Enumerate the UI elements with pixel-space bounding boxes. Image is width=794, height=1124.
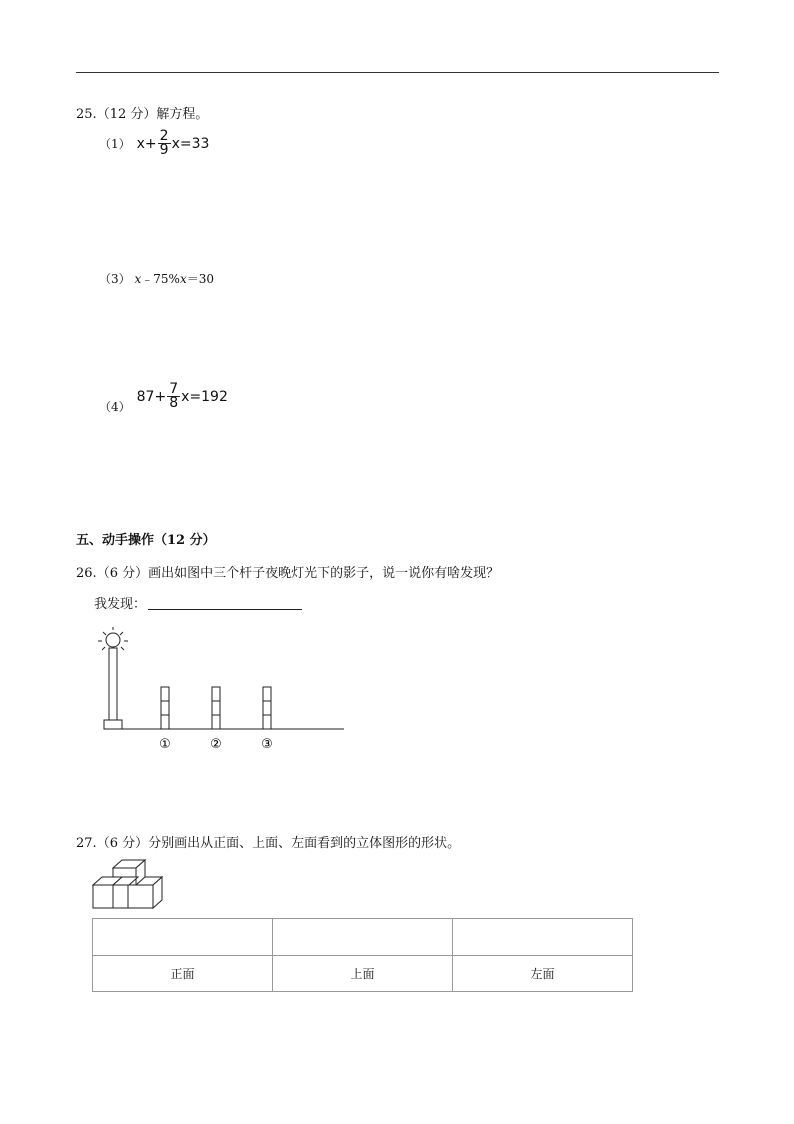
- q27-text: 分别画出从正面、上面、左面看到的立体图形的形状。: [148, 836, 461, 851]
- q25-part4-post: x=192: [181, 388, 228, 405]
- q25-part1-post: x=33: [171, 135, 210, 152]
- left-view-cell[interactable]: [453, 919, 633, 956]
- q26-finding-label: 我发现：: [94, 597, 147, 612]
- top-view-cell[interactable]: [273, 919, 453, 956]
- views-table: [92, 918, 633, 992]
- q25-part4-denominator: 8: [169, 395, 179, 411]
- q25-part3-mid: ﹣75%: [141, 272, 180, 286]
- q25-title: 解方程。: [156, 107, 209, 122]
- q25-part3-x1: x: [134, 272, 142, 286]
- q25-part3-x2: x: [179, 272, 187, 286]
- pole-2-label: ②: [210, 737, 222, 752]
- pole-2: [212, 687, 220, 729]
- q27-number: 27.: [76, 836, 97, 851]
- q26-points: （6 分）: [96, 566, 149, 581]
- q25-points: （12 分）: [96, 107, 157, 122]
- q25-part1-pre: x+: [136, 135, 157, 152]
- pole-3-label: ③: [261, 737, 273, 752]
- q25-part3-post: ＝30: [186, 272, 214, 286]
- front-view-label: 正面: [93, 956, 273, 992]
- q25-part4-label: （4）: [99, 400, 131, 414]
- pole-1-label: ①: [159, 737, 171, 752]
- q25-number: 25.: [76, 107, 97, 122]
- q25-part1-numerator: 2: [159, 128, 169, 144]
- q26-text: 画出如图中三个杆子夜晚灯光下的影子，说一说你有啥发现？: [148, 566, 500, 581]
- q27-points: （6 分）: [96, 836, 149, 851]
- pole-1: [161, 687, 169, 729]
- pole-3: [263, 687, 271, 729]
- left-view-label: 左面: [453, 956, 633, 992]
- q25-part4-pre: 87+: [136, 388, 167, 405]
- cube-figure: [93, 860, 162, 908]
- top-view-label: 上面: [273, 956, 453, 992]
- q26-number: 26.: [76, 566, 97, 581]
- q25-part1-denominator: 9: [159, 142, 169, 158]
- q25-part4-numerator: 7: [169, 381, 179, 397]
- front-view-cell[interactable]: [93, 919, 273, 956]
- label-row: [93, 956, 633, 992]
- q25-part3-label: （3）: [99, 272, 131, 286]
- q25-part1-label: （1）: [99, 137, 131, 151]
- drawing-row: [93, 919, 633, 956]
- lamp-icon: [98, 627, 128, 729]
- section5-title: 五、动手操作（12 分）: [76, 533, 216, 548]
- q27-heading: [76, 832, 460, 851]
